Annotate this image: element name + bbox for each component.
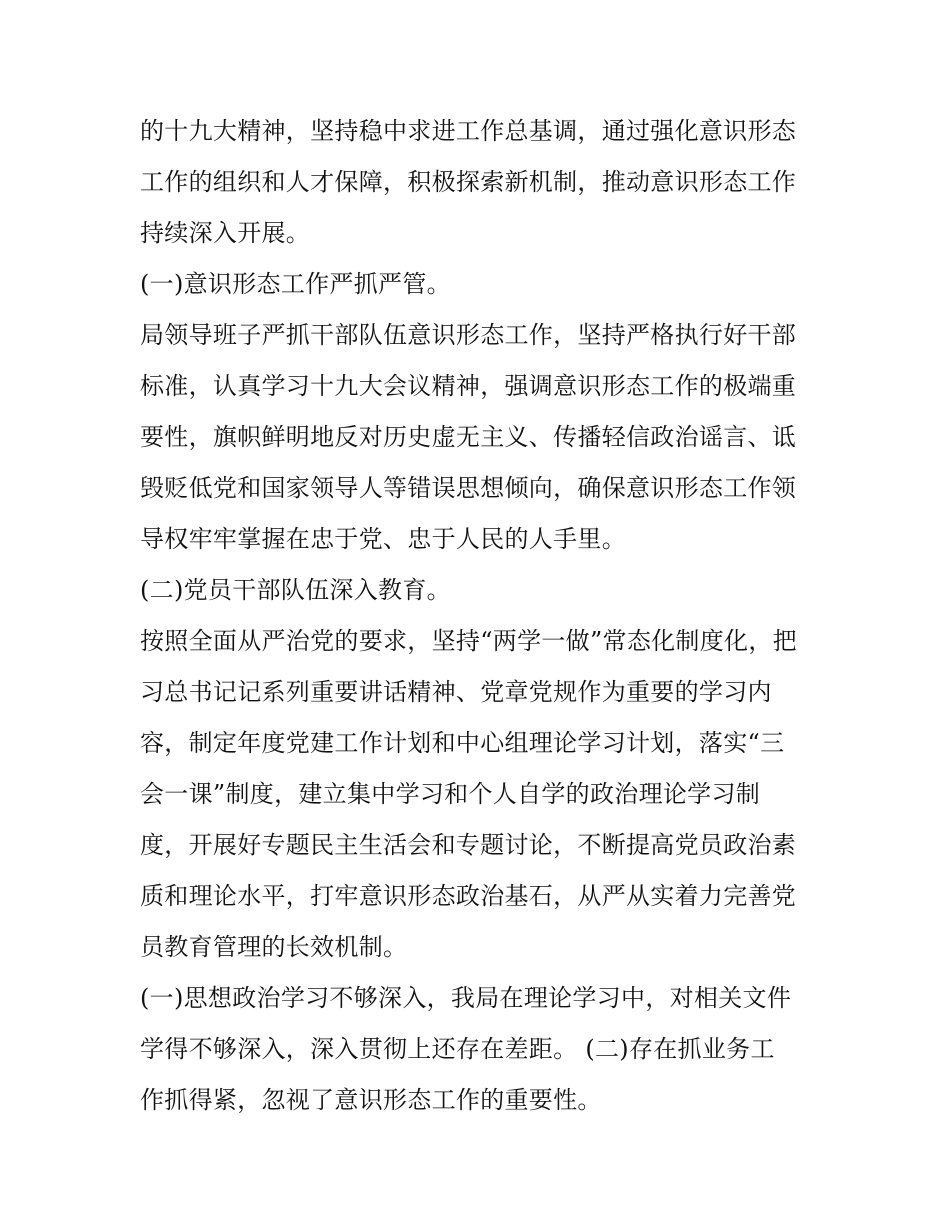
text-line: 学得不够深入，深入贯彻上还存在差距。 (二)存在抓业务工: [140, 1035, 775, 1063]
document-body: [140, 106, 812, 1126]
section-heading: (二)党员干部队伍深入教育。: [140, 576, 451, 604]
text-line: 局领导班子严抓干部队伍意识形态工作，坚持严格执行好干部: [140, 321, 797, 349]
text-line: 标准，认真学习十九大会议精神，强调意识形态工作的极端重: [140, 372, 797, 400]
text-line: 度，开展好专题民主生活会和专题讨论，不断提高党员政治素: [140, 831, 797, 859]
text-line: 员教育管理的长效机制。: [140, 933, 408, 961]
text-line: 按照全面从严治党的要求，坚持“两学一做”常态化制度化，把: [140, 627, 797, 655]
text-line: 会一课”制度，建立集中学习和个人自学的政治理论学习制: [140, 780, 761, 808]
text-line: 习总书记记系列重要讲话精神、党章党规作为重要的学习内: [140, 678, 772, 706]
text-line: 工作的组织和人才保障，积极探索新机制，推动意识形态工作: [140, 168, 797, 196]
text-line: 导权牢牢掌握在忠于党、忠于人民的人手里。: [140, 525, 626, 553]
section-heading: (一)意识形态工作严抓严管。: [140, 270, 451, 298]
text-line: 要性，旗帜鲜明地反对历史虚无主义、传播轻信政治谣言、诋: [140, 423, 797, 451]
text-line: 质和理论水平，打牢意识形态政治基石，从严从实着力完善党: [140, 882, 797, 910]
text-line: (一)思想政治学习不够深入，我局在理论学习中，对相关文件: [140, 984, 792, 1012]
text-line: 的十九大精神，坚持稳中求进工作总基调，通过强化意识形态: [140, 117, 797, 145]
text-line: 容，制定年度党建工作计划和中心组理论学习计划，落实“三: [140, 729, 785, 757]
text-line: 作抓得紧，忽视了意识形态工作的重要性。: [140, 1086, 602, 1114]
text-line: 毁贬低党和国家领导人等错误思想倾向，确保意识形态工作领: [140, 474, 797, 502]
text-line: 持续深入开展。: [140, 219, 311, 247]
